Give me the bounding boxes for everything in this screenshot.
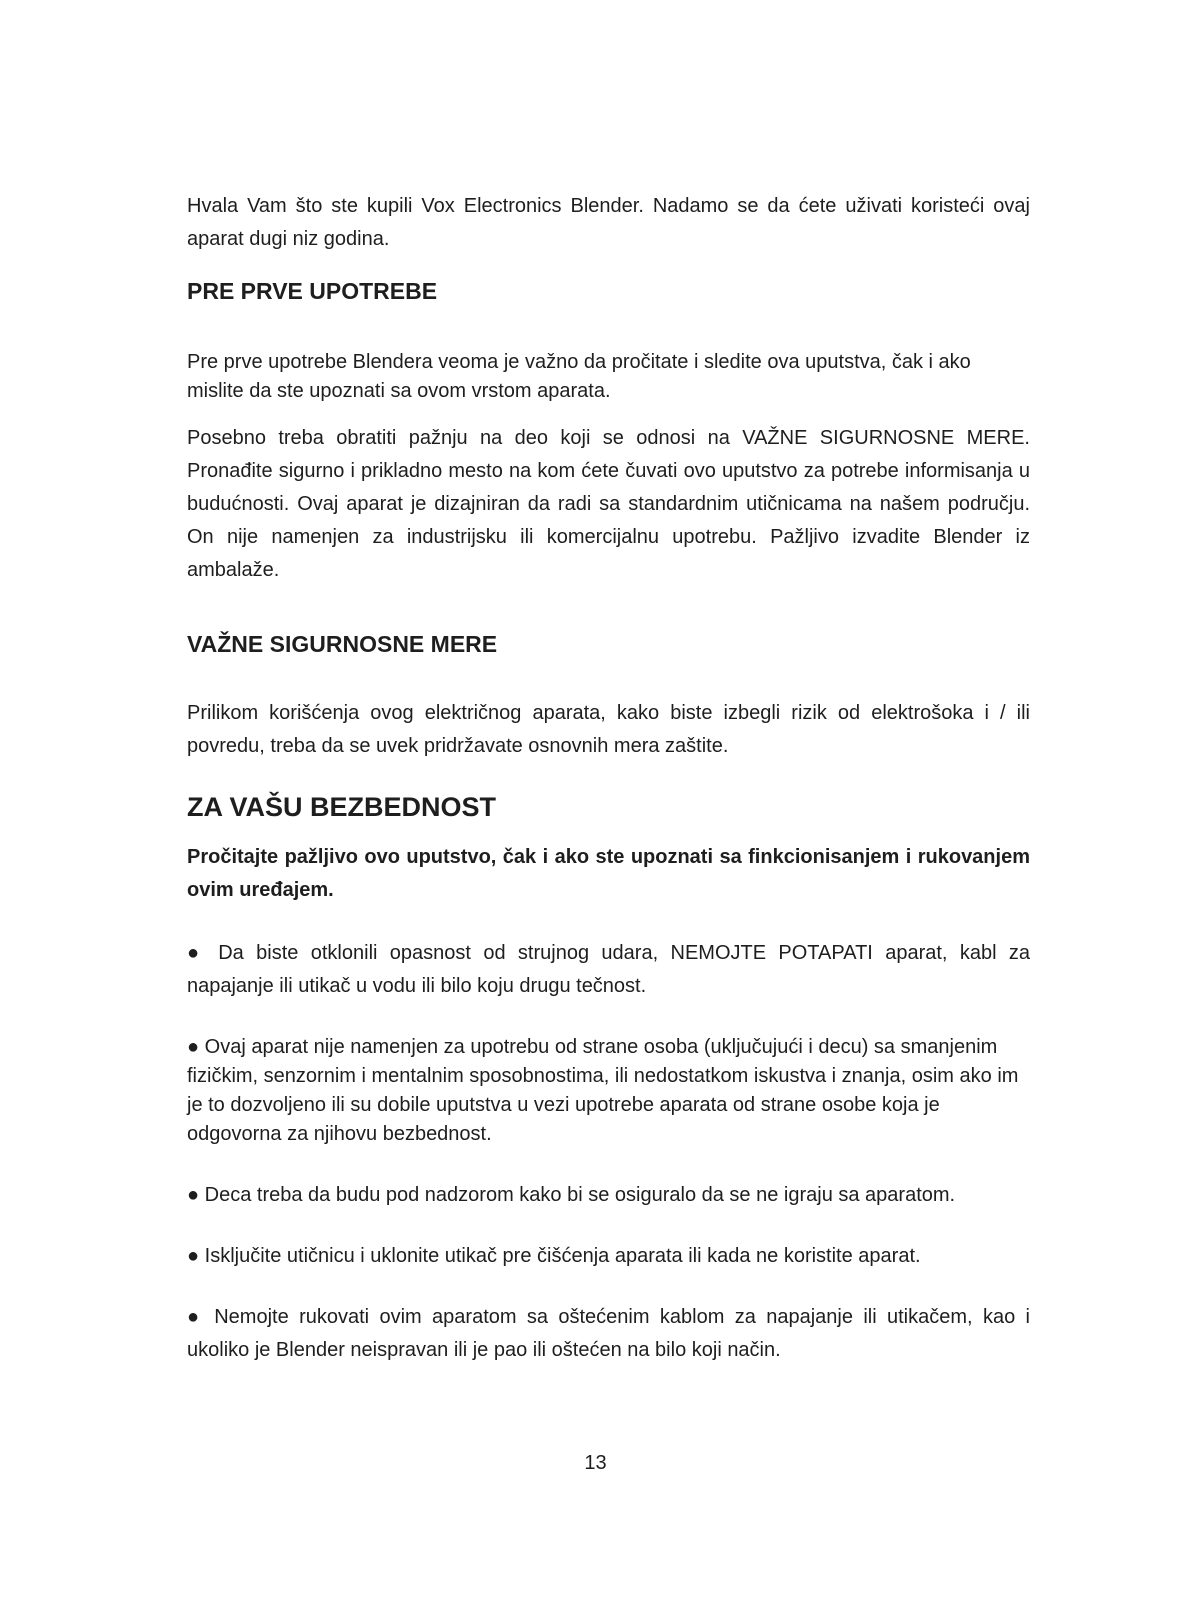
safety-measures-paragraph: Prilikom korišćenja ovog električnog aparata, kako biste izbegli rizik od elektrošoka i / ili povredu, treba da se uvek pridržavate osnovnih mera zaštite. — [187, 702, 1030, 757]
bullet-item: ● Deca treba da budu pod nadzorom kako bi se osiguralo da se ne igraju sa aparatom. — [187, 1184, 956, 1206]
heading-your-safety: ZA VAŠU BEZBEDNOST — [187, 792, 497, 822]
bullet-item: ● Da biste otklonili opasnost od strujnog udara, NEMOJTE POTAPATI aparat, kabl za napajanje ili utikač u vodu ili bilo koju drugu tečnost. — [187, 942, 1030, 997]
bullet-item: ● Nemojte rukovati ovim aparatom sa oštećenim kablom za napajanje ili utikačem, kao i ukoliko je Blender neispravan ili je pao ili oštećen na bilo koji način. — [187, 1306, 1030, 1361]
bullet-item: ● Ovaj aparat nije namenjen za upotrebu od strane osoba (uključujući i decu) sa smanjenim fizičkim, senzornim i mentalnim sposobnostima, ili nedostatkom iskustva i znanja, osim ako im je to dozvoljeno ili su dobile uputstva u vezi upotrebe aparata od strane osobe koja je odgovorna za njihovu bezbednost. — [187, 1036, 1019, 1145]
heading-before-use: PRE PRVE UPOTREBE — [187, 278, 438, 304]
document-page — [187, 190, 1030, 1367]
page-number: 13 — [584, 1452, 607, 1474]
your-safety-bold-paragraph: Pročitajte pažljivo ovo uputstvo, čak i ako ste upoznati sa finkcionisanjem i rukovanjem ovim uređajem. — [187, 846, 1030, 901]
bullet-item: ● Isključite utičnicu i uklonite utikač pre čišćenja aparata ili kada ne koristite aparat. — [187, 1245, 921, 1267]
before-use-paragraph-1: Pre prve upotrebe Blendera veoma je važno da pročitate i sledite ova uputstva, čak i ako mislite da ste upoznati sa ovom vrstom aparata. — [187, 351, 971, 402]
intro-paragraph: Hvala Vam što ste kupili Vox Electronics Blender. Nadamo se da ćete uživati koristeći ovaj aparat dugi niz godina. — [187, 195, 1030, 250]
before-use-paragraph-2: Posebno treba obratiti pažnju na deo koji se odnosi na VAŽNE SIGURNOSNE MERE. Pronađite sigurno i prikladno mesto na kom ćete čuvati ovo uputstvo za potrebe informisanja u budućnosti. Ovaj aparat je dizajniran da radi sa standardnim utičnicama na našem području. On nije namenjen za industrijsku ili komercijalnu upotrebu. Pažljivo izvadite Blender iz ambalaže. — [187, 427, 1030, 581]
heading-safety-measures: VAŽNE SIGURNOSNE MERE — [187, 631, 498, 657]
